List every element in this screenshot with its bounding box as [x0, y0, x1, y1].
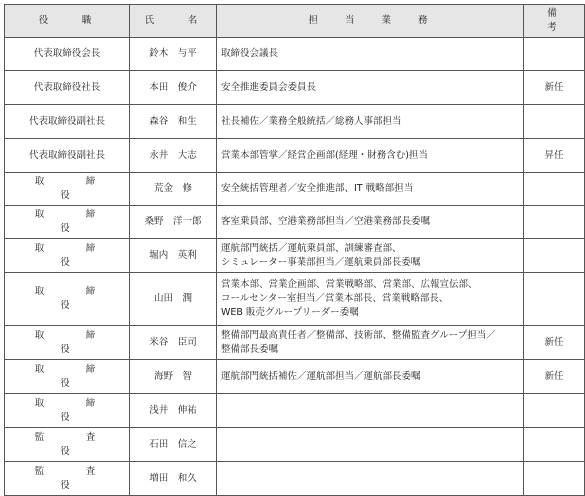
role-cell: 代表取締役会長 — [5, 38, 130, 71]
duties-cell — [217, 273, 524, 326]
role-cell: 代表取締役副社長 — [5, 105, 130, 139]
duties-cell — [217, 105, 524, 139]
table-row — [5, 139, 585, 173]
role-cell: 監 査 役 — [5, 428, 130, 462]
duties-cell — [217, 38, 524, 71]
name-cell: 堀内 英利 — [130, 239, 217, 273]
duty-line: 運航部門統括補佐／運航部担当／運航部長委嘱 — [221, 370, 421, 382]
note-cell: 新任 — [524, 326, 585, 360]
role-cell: 取 締 役 — [5, 360, 130, 394]
duty-line: 客室乗員部、空港業務部担当／空港業務部長委嘱 — [221, 216, 431, 227]
duty-line: 安全推進委員会委員長 — [221, 81, 317, 93]
note-cell — [524, 462, 585, 496]
header-duties: 担 当 業 務 — [217, 5, 524, 38]
note-cell — [524, 38, 585, 71]
table-row — [5, 273, 585, 326]
name-cell: 森谷 和生 — [130, 105, 217, 139]
table-row — [5, 360, 585, 394]
table-row — [5, 71, 585, 105]
role-cell: 監 査 役 — [5, 462, 130, 496]
note-cell — [524, 428, 585, 462]
duties-cell — [217, 71, 524, 105]
table-row — [5, 394, 585, 428]
role-cell: 取 締 役 — [5, 394, 130, 428]
note-cell — [524, 105, 585, 139]
name-cell: 鈴木 与平 — [130, 38, 217, 71]
duties-cell — [217, 360, 524, 394]
note-cell: 昇任 — [524, 139, 585, 173]
table-row — [5, 326, 585, 360]
duty-line: 整備部門最高責任者／整備部、技術部、整備監査グループ担当／ — [221, 329, 496, 341]
officer-roster-table — [4, 4, 585, 496]
table-row — [5, 428, 585, 462]
role-cell: 取 締 役 — [5, 206, 130, 239]
role-cell: 取 締 役 — [5, 273, 130, 326]
table-row — [5, 462, 585, 496]
duty-line: 整備部長委嘱 — [221, 343, 279, 355]
note-cell — [524, 206, 585, 239]
role-cell: 取 締 役 — [5, 326, 130, 360]
role-cell: 代表取締役副社長 — [5, 139, 130, 173]
role-cell: 取 締 役 — [5, 239, 130, 273]
table-row — [5, 105, 585, 139]
table-row — [5, 239, 585, 273]
duty-line: 営業本部、営業企画部、営業戦略部、営業部、広報宣伝部、 — [221, 279, 478, 290]
table-row — [5, 173, 585, 206]
duty-line: コールセンター室担当／営業本部長、営業戦略部長、 — [221, 293, 449, 304]
note-cell — [524, 239, 585, 273]
duties-cell — [217, 394, 524, 428]
header-row — [5, 5, 585, 38]
name-cell: 桑野 洋一郎 — [130, 206, 217, 239]
name-cell: 石田 信之 — [130, 428, 217, 462]
note-cell — [524, 173, 585, 206]
duties-cell — [217, 206, 524, 239]
duties-cell — [217, 462, 524, 496]
header-note: 備 考 — [524, 5, 585, 38]
name-cell: 増田 和久 — [130, 462, 217, 496]
name-cell: 本田 俊介 — [130, 71, 217, 105]
note-cell — [524, 273, 585, 326]
duties-cell — [217, 139, 524, 173]
duties-cell — [217, 173, 524, 206]
duty-line: WEB 販売グループリーダー委嘱 — [221, 307, 359, 318]
note-cell: 新任 — [524, 71, 585, 105]
duty-line: 安全統括管理者／安全推進部、IT 戦略部担当 — [221, 183, 414, 194]
role-cell: 代表取締役社長 — [5, 71, 130, 105]
table-row — [5, 206, 585, 239]
duties-cell — [217, 326, 524, 360]
role-cell: 取 締 役 — [5, 173, 130, 206]
note-cell: 新任 — [524, 360, 585, 394]
name-cell: 荒金 修 — [130, 173, 217, 206]
header-role: 役 職 — [5, 5, 130, 38]
duty-line: 営業本部管掌／経営企画部(経理・財務含む)担当 — [221, 149, 428, 161]
name-cell: 浅井 伸祐 — [130, 394, 217, 428]
name-cell: 海野 智 — [130, 360, 217, 394]
name-cell: 山田 潤 — [130, 273, 217, 326]
duty-line: 社長補佐／業務全般統括／総務人事部担当 — [221, 115, 402, 127]
duty-line: 取締役会議長 — [221, 48, 279, 59]
table-row — [5, 38, 585, 71]
duties-cell — [217, 239, 524, 273]
duties-cell — [217, 428, 524, 462]
duty-line: 運航部門統括／運航乗員部、訓練審査部、 — [221, 242, 402, 254]
note-cell — [524, 394, 585, 428]
duty-line: シミュレーター事業部担当／運航乗員部長委嘱 — [221, 256, 421, 268]
name-cell: 永井 大志 — [130, 139, 217, 173]
header-name: 氏 名 — [130, 5, 217, 38]
name-cell: 米谷 臣司 — [130, 326, 217, 360]
